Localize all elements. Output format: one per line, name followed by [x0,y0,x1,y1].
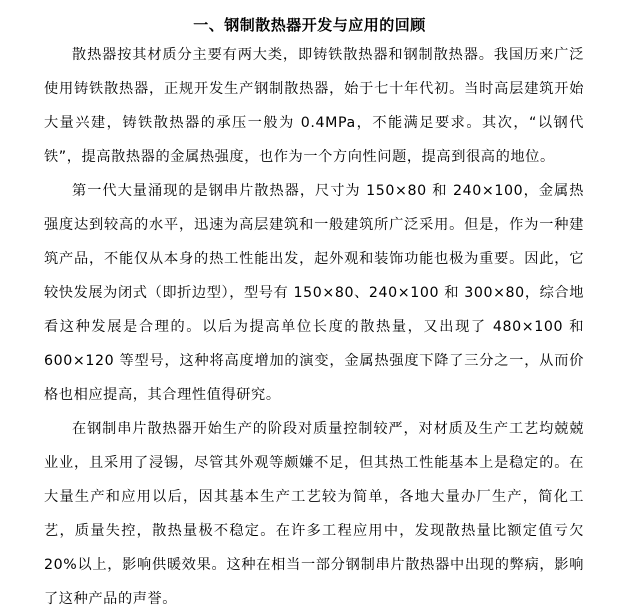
paragraph-1: 散热器按其材质分主要有两大类，即铸铁散热器和钢制散热器。我国历来广泛使用铸铁散热器，正规开发生产钢制散热器，始于七十年代初。当时高层建筑开始大量兴建，铸铁散热器的承压一般为 0.4MPa，不能满足要求。其次，“以钢代铁”，提高散热器的金属热强度，也作为一个方向性问题，提高到很高的地位。 [44,47,584,165]
paragraph-3: 在钢制串片散热器开始生产的阶段对质量控制较严，对材质及生产工艺均兢兢业业，且采用了浸锡，尽管其外观等颇嫌不足，但其热工性能基本上是稳定的。在大量生产和应用以后，因其基本生产工艺较为简单，各地大量办厂生产，简化工艺，质量失控，散热量极不稳定。在许多工程应用中，发现散热量比额定值亏欠 20%以上，影响供暖效果。这种在相当一部分钢制串片散热器中出现的弊病，影响了这种产品的声誉。 [44,421,584,607]
section-title: 一、钢制散热器开发与应用的回顾 [193,16,426,34]
paragraph-2: 第一代大量涌现的是钢串片散热器，尺寸为 150×80 和 240×100，金属热强度达到较高的水平，迅速为高层建筑和一般建筑所广泛采用。但是，作为一种建筑产品，不能仅从本身的热工性能出发，起外观和装饰功能也极为重要。因此，它较快发展为闭式（即折边型），型号有 150×80、240×100 和 300×80，综合地看这种发展是合理的。以后为提高单位长度的散热量，又出现了 480×100 和 600×120 等型号，这种将高度增加的演变，金属热强度下降了三分之一，从而价格也相应提高，其合理性值得研究。 [44,183,584,403]
document-body [44,38,584,616]
